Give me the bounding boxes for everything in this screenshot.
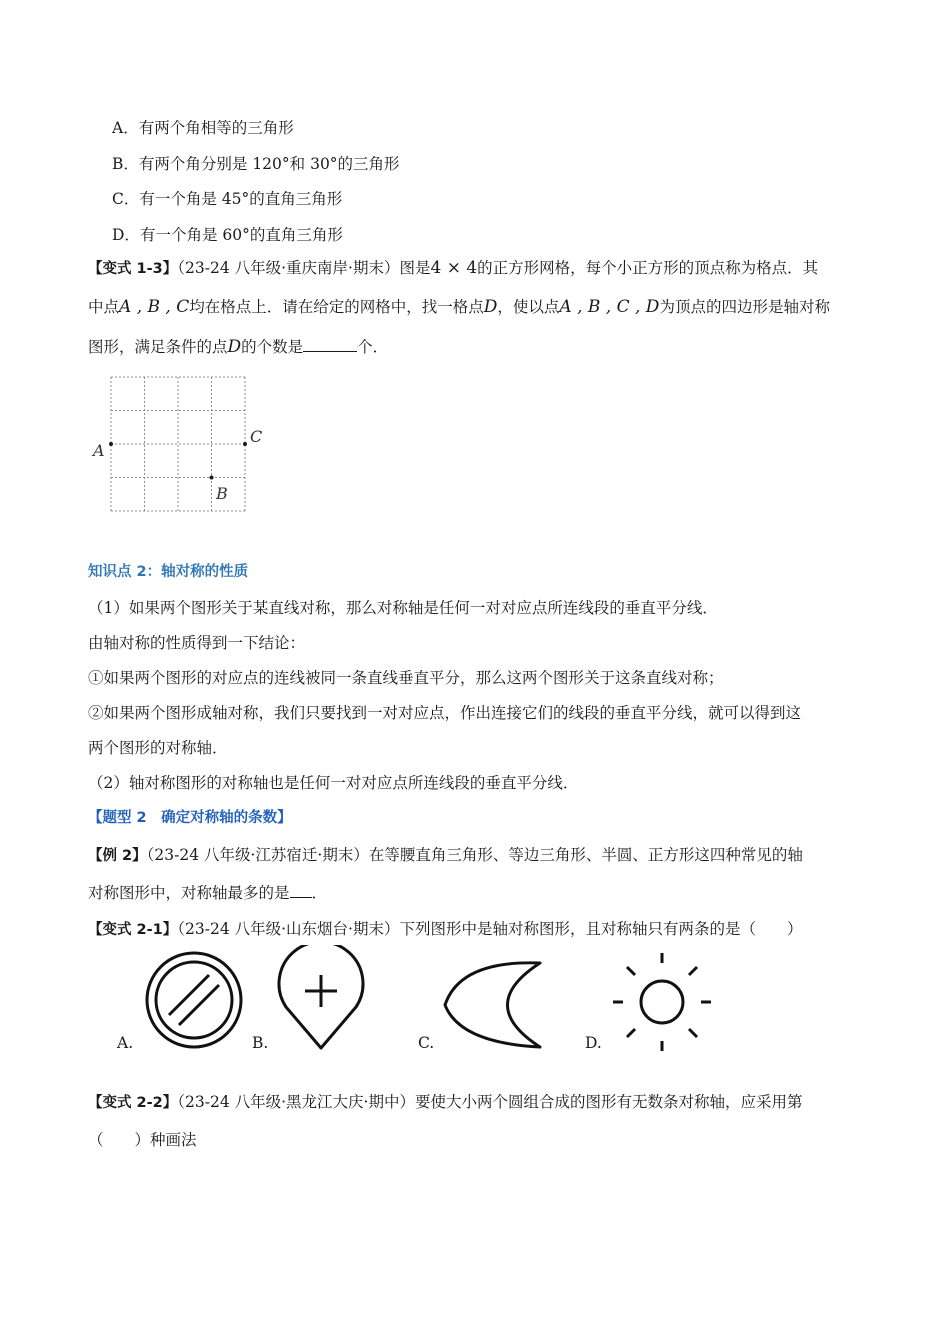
q1-3-line3: 图形，满足条件的点D的个数是 个． (88, 337, 389, 357)
q2-2-line1: 【变式 2-2】（23-24 八年级·黑龙江大庆·期中）要使大小两个圆组合成的图形有无数条对称轴，应采用第 (88, 1093, 803, 1111)
figure-b-label: B. (252, 1034, 269, 1052)
kp2-p5: （2）轴对称图形的对称轴也是任何一对对应点所连线段的垂直平分线． (88, 774, 579, 792)
option-c: C．有一个角是 45°的直角三角形 (112, 190, 343, 208)
kp2-p3: ①如果两个图形的对应点的连线被同一条直线垂直平分，那么这两个图形关于这条直线对称； (88, 669, 724, 687)
figure-b-pin-plus (276, 945, 371, 1055)
answer-blank (303, 335, 357, 352)
label-a: A (93, 441, 105, 460)
q2-2-line2: （ ）种画法 (88, 1131, 197, 1149)
figure-c-crescent (440, 955, 550, 1055)
option-d: D．有一个角是 60°的直角三角形 (112, 226, 343, 244)
kp2-p2: 由轴对称的性质得到一下结论： (88, 634, 306, 652)
q1-3-line2: 中点A , B , C均在格点上．请在给定的网格中，找一格点D，使以点A , B , C , D为顶点的四边形是轴对称 (88, 297, 830, 317)
label-b: B (216, 484, 228, 503)
figure-d-label: D. (585, 1034, 602, 1052)
math-grid-size: 4 × 4 (430, 258, 478, 278)
kp2-heading: 知识点 2：轴对称的性质 (88, 564, 249, 580)
kp2-p1: （1）如果两个图形关于某直线对称，那么对称轴是任何一对对应点所连线段的垂直平分线． (88, 599, 718, 617)
option-a: A．有两个角相等的三角形 (112, 119, 294, 137)
q1-3-tag: 【变式 1-3】 (88, 261, 178, 277)
grid-figure (85, 370, 275, 520)
q2-1-line: 【变式 2-1】（23-24 八年级·山东烟台·期末）下列图形中是轴对称图形，且对称轴只有两条的是（ ） (88, 920, 803, 938)
answer-blank-ex2 (290, 881, 312, 898)
option-b: B．有两个角分别是 120°和 30°的三角形 (112, 155, 400, 173)
label-c: C (250, 427, 263, 446)
point-c (243, 442, 247, 446)
q1-3-line1: 【变式 1-3】（23-24 八年级·重庆南岸·期末）图是4 × 4的正方形网格，每个小正方形的顶点称为格点．其 (88, 258, 819, 278)
figure-c-label: C. (418, 1034, 435, 1052)
point-a (109, 442, 113, 446)
kp2-p4a: ②如果两个图形成轴对称，我们只要找到一对对应点，作出连接它们的线段的垂直平分线，就可以得到这 (88, 704, 802, 722)
figure-d-sun (610, 950, 715, 1055)
ex2-line2: 对称图形中，对称轴最多的是 ． (88, 881, 327, 904)
figure-a-no-sign (140, 950, 250, 1055)
type2-heading: 【题型 2 确定对称轴的条数】 (88, 810, 292, 826)
figure-a-label: A. (117, 1034, 134, 1052)
kp2-p4b: 两个图形的对称轴． (88, 739, 228, 757)
point-b (210, 476, 214, 480)
ex2-line1: 【例 2】（23-24 八年级·江苏宿迁·期末）在等腰直角三角形、等边三角形、半圆、正方形这四种常见的轴 (88, 846, 803, 864)
